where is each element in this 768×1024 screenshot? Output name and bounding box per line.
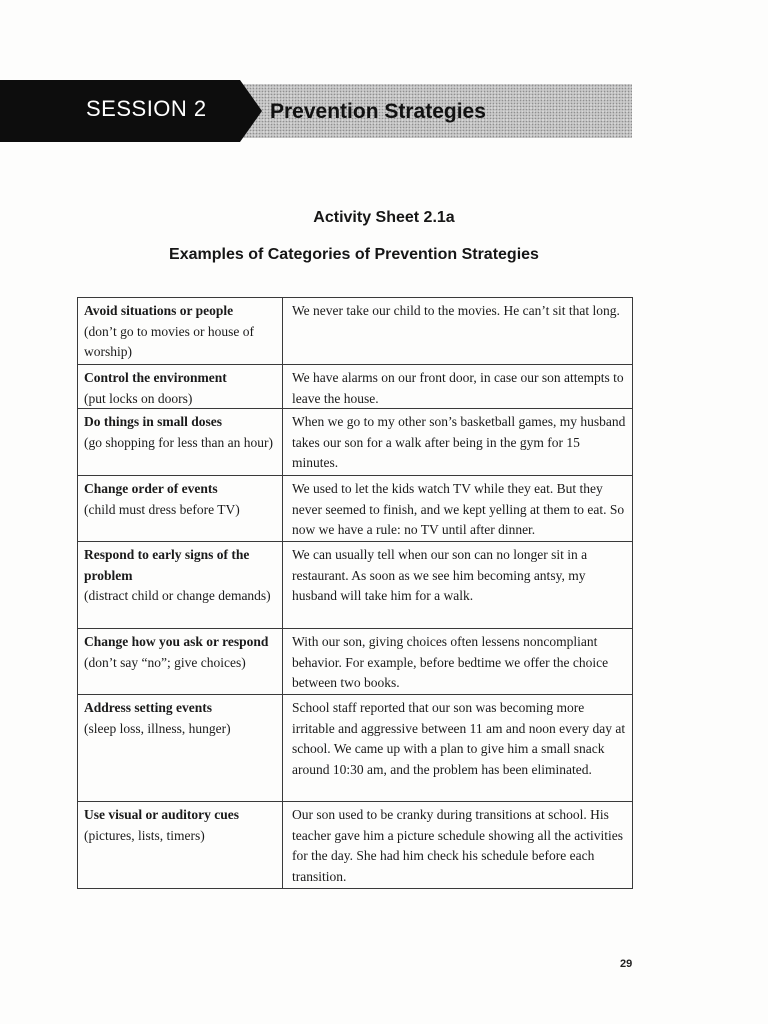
activity-sheet-title: Activity Sheet 2.1a xyxy=(313,209,455,226)
section-title: Prevention Strategies xyxy=(270,100,486,123)
example-cell: We used to let the kids watch TV while they eat. But they never seemed to finish, and we kept yelling at them to eat. So now we have a rule: no TV until after dinner. xyxy=(292,481,625,537)
category-cell xyxy=(78,409,283,475)
category-name: Change order of events xyxy=(84,481,218,496)
example-cell: We have alarms on our front door, in case our son attempts to leave the house. xyxy=(292,370,624,406)
category-cell xyxy=(78,802,283,888)
category-cell xyxy=(78,629,283,694)
table-row xyxy=(78,695,632,802)
category-description: (go shopping for less than an hour) xyxy=(84,434,273,450)
category-cell xyxy=(78,542,283,628)
category-name: Control the environment xyxy=(84,370,227,385)
activity-sheet-subtitle: Examples of Categories of Prevention Strategies xyxy=(169,246,539,263)
category-description: (pictures, lists, timers) xyxy=(84,827,205,843)
table-row xyxy=(78,629,632,695)
strategies-table xyxy=(77,297,633,889)
category-description: (child must dress before TV) xyxy=(84,501,240,517)
category-name: Use visual or auditory cues xyxy=(84,807,240,822)
example-cell: We never take our child to the movies. He can’t sit that long. xyxy=(292,303,620,318)
category-cell xyxy=(78,476,283,541)
session-label: SESSION 2 xyxy=(86,96,207,121)
example-cell: We can usually tell when our son can no longer sit in a restaurant. As soon as we see him becoming antsy, my husband will take him for a walk. xyxy=(292,547,588,603)
category-cell xyxy=(78,365,283,408)
banner-arrow-shape xyxy=(240,80,262,142)
table-row xyxy=(78,542,632,629)
table-row xyxy=(78,409,632,476)
table-row xyxy=(78,476,632,542)
category-description: (put locks on doors) xyxy=(84,390,193,406)
category-name: Change how you ask or respond xyxy=(84,634,269,649)
category-description: (distract child or change demands) xyxy=(84,588,271,603)
category-description: (don’t go to movies or house of worship) xyxy=(84,323,254,359)
category-name: Do things in small doses xyxy=(84,414,223,429)
example-cell: With our son, giving choices often lessens noncompliant behavior. For example, before bedtime we offer the choice between two books. xyxy=(292,634,609,690)
table-row xyxy=(78,298,632,365)
table-row xyxy=(78,365,632,409)
session-banner xyxy=(0,80,768,142)
category-description: (sleep loss, illness, hunger) xyxy=(84,720,231,736)
example-cell: When we go to my other son’s basketball games, my husband takes our son for a walk after being in the gym for 15 minutes. xyxy=(292,414,626,470)
category-name: Avoid situations or people xyxy=(84,303,234,318)
category-name: Address setting events xyxy=(84,700,212,715)
category-cell xyxy=(78,298,283,364)
example-cell: Our son used to be cranky during transitions at school. His teacher gave him a picture schedule showing all the activities for the day. She had him check his schedule before each transition. xyxy=(292,807,624,884)
category-cell xyxy=(78,695,283,801)
example-cell: School staff reported that our son was becoming more irritable and aggressive between 11 am and noon every day at school. We came up with a plan to give him a small snack around 10:30 am, and the problem has been eliminated. xyxy=(292,700,626,777)
page-number: 29 xyxy=(620,958,633,970)
category-name: Respond to early signs of the problem xyxy=(84,547,250,583)
category-description: (don’t say “no”; give choices) xyxy=(84,654,246,670)
table-row xyxy=(78,802,632,889)
